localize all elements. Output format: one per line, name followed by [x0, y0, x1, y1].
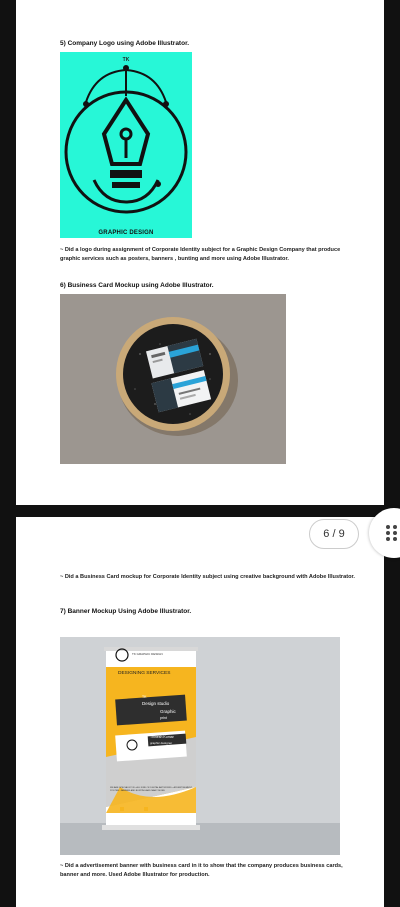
section-heading-banner: 7) Banner Mockup Using Adobe Illustrator. — [60, 608, 192, 615]
page-counter: 6 / 9 — [309, 519, 359, 549]
business-card-mockup-image — [60, 294, 286, 464]
banner-card-name: Thinesh Kumar — [150, 735, 174, 739]
banner-card-tk: TK — [142, 695, 147, 699]
document-page-5 — [16, 0, 384, 505]
banner-services-text: DESIGNING SERVICES — [118, 671, 171, 676]
rollup-banner-illustration — [60, 637, 340, 855]
logo-text-tk: TK — [122, 57, 130, 63]
company-logo-image — [60, 52, 192, 238]
banner-tagline: WE ARE SPECIALIST IN • ALL KIND OF DIGITAL ARTWORKS • ADVERTISEMENT POSTER • BANNER AND BUNTING AND MANY MORE — [110, 787, 192, 792]
banner-card-role: graphic designer — [150, 741, 173, 745]
banner-company-name: TK GRAPHIC DESIGN — [132, 652, 163, 656]
logo-description: ~ Did a logo during assignment of Corporate Identity subject for a Graphic Design Company that produce graphic services such as posters, banners , bunting and more using Adobe Illustrator. — [60, 247, 341, 262]
document-page-6 — [16, 517, 384, 907]
logo-text-graphic-design: GRAPHIC DESIGN — [98, 230, 154, 236]
banner-description: ~ Did a advertisement banner with business card in it to show that the company produces business cards, banner and more. Used Adobe Illustrator for production. — [60, 863, 343, 878]
pen-nib-logo-icon — [60, 52, 192, 238]
banner-mockup-image — [60, 637, 340, 855]
section-heading-logo: 5) Company Logo using Adobe Illustrator. — [60, 40, 190, 47]
section-heading-business-card: 6) Business Card Mockup using Adobe Illustrator. — [60, 282, 214, 289]
banner-card-line2: Graphic — [160, 709, 176, 714]
banner-card-line1: Design studio — [142, 701, 170, 706]
business-card-description: ~ Did a Business Card mockup for Corporate Identity subject using creative background with Adobe Illustrator. — [60, 574, 355, 580]
banner-card-line3: print — [160, 716, 167, 720]
card-tray-illustration — [60, 294, 286, 464]
